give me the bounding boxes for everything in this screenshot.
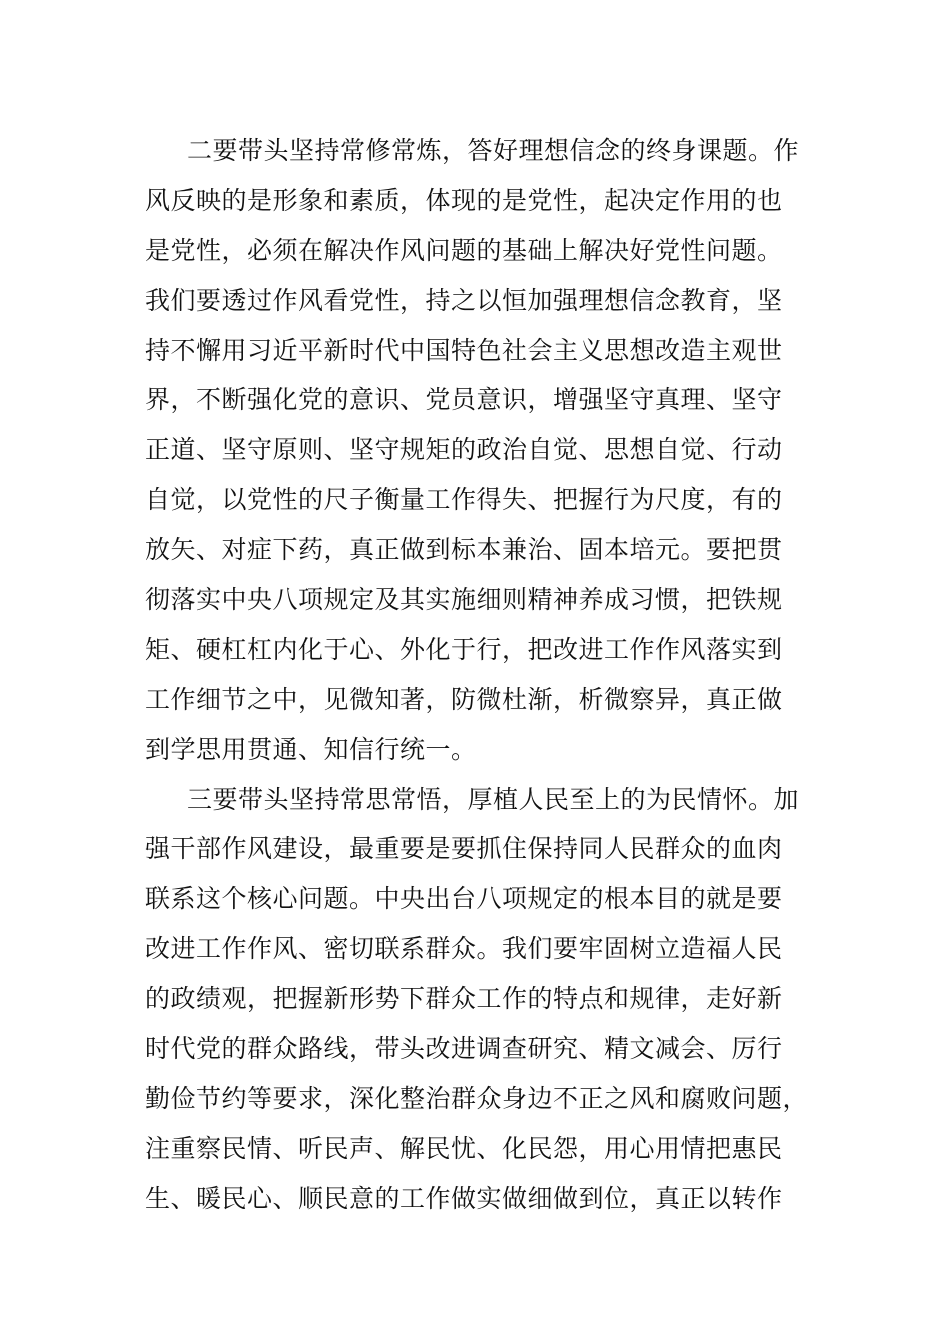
- text-line: 到学思用贯通、知信行统一。: [145, 734, 477, 764]
- document-body: [145, 126, 809, 1224]
- text-line: 工作细节之中，见微知著，防微杜渐，析微察异，真正做: [145, 684, 783, 714]
- text-line: 界，不断强化党的意识、党员意识，增强坚守真理、坚守: [145, 385, 783, 415]
- text-line: 的政绩观，把握新形势下群众工作的特点和规律，走好新: [145, 984, 783, 1014]
- text-line: 勤俭节约等要求，深化整治群众身边不正之风和腐败问题，: [145, 1083, 809, 1113]
- text-line: 我们要透过作风看党性，持之以恒加强理想信念教育，坚: [145, 285, 783, 315]
- text-line: 正道、坚守原则、坚守规矩的政治自觉、思想自觉、行动: [145, 435, 783, 465]
- text-line: 生、暖民心、顺民意的工作做实做细做到位，真正以转作: [145, 1183, 783, 1213]
- text-line: 三要带头坚持常思常悟，厚植人民至上的为民情怀。加: [187, 784, 800, 814]
- text-line: 二要带头坚持常修常炼，答好理想信念的终身课题。作: [187, 136, 800, 165]
- text-line: 持不懈用习近平新时代中国特色社会主义思想改造主观世: [145, 335, 783, 365]
- text-line: 风反映的是形象和素质，体现的是党性，起决定作用的也: [145, 185, 783, 215]
- text-line: 放矢、对症下药，真正做到标本兼治、固本培元。要把贯: [145, 535, 783, 565]
- text-line: 注重察民情、听民声、解民忧、化民怨，用心用情把惠民: [145, 1133, 783, 1163]
- text-line: 是党性，必须在解决作风问题的基础上解决好党性问题。: [145, 235, 783, 265]
- text-line: 彻落实中央八项规定及其实施细则精神养成习惯，把铁规: [145, 585, 783, 615]
- text-line: 联系这个核心问题。中央出台八项规定的根本目的就是要: [145, 884, 783, 914]
- paragraph-2: [145, 126, 805, 775]
- text-line: 时代党的群众路线，带头改进调查研究、精文减会、厉行: [145, 1034, 783, 1064]
- paragraph-3: [145, 775, 809, 1224]
- text-line: 改进工作作风、密切联系群众。我们要牢固树立造福人民: [145, 934, 783, 964]
- text-line: 强干部作风建设，最重要是要抓住保持同人民群众的血肉: [145, 834, 783, 864]
- text-line: 自觉，以党性的尺子衡量工作得失、把握行为尺度，有的: [145, 485, 783, 515]
- text-line: 矩、硬杠杠内化于心、外化于行，把改进工作作风落实到: [145, 634, 783, 664]
